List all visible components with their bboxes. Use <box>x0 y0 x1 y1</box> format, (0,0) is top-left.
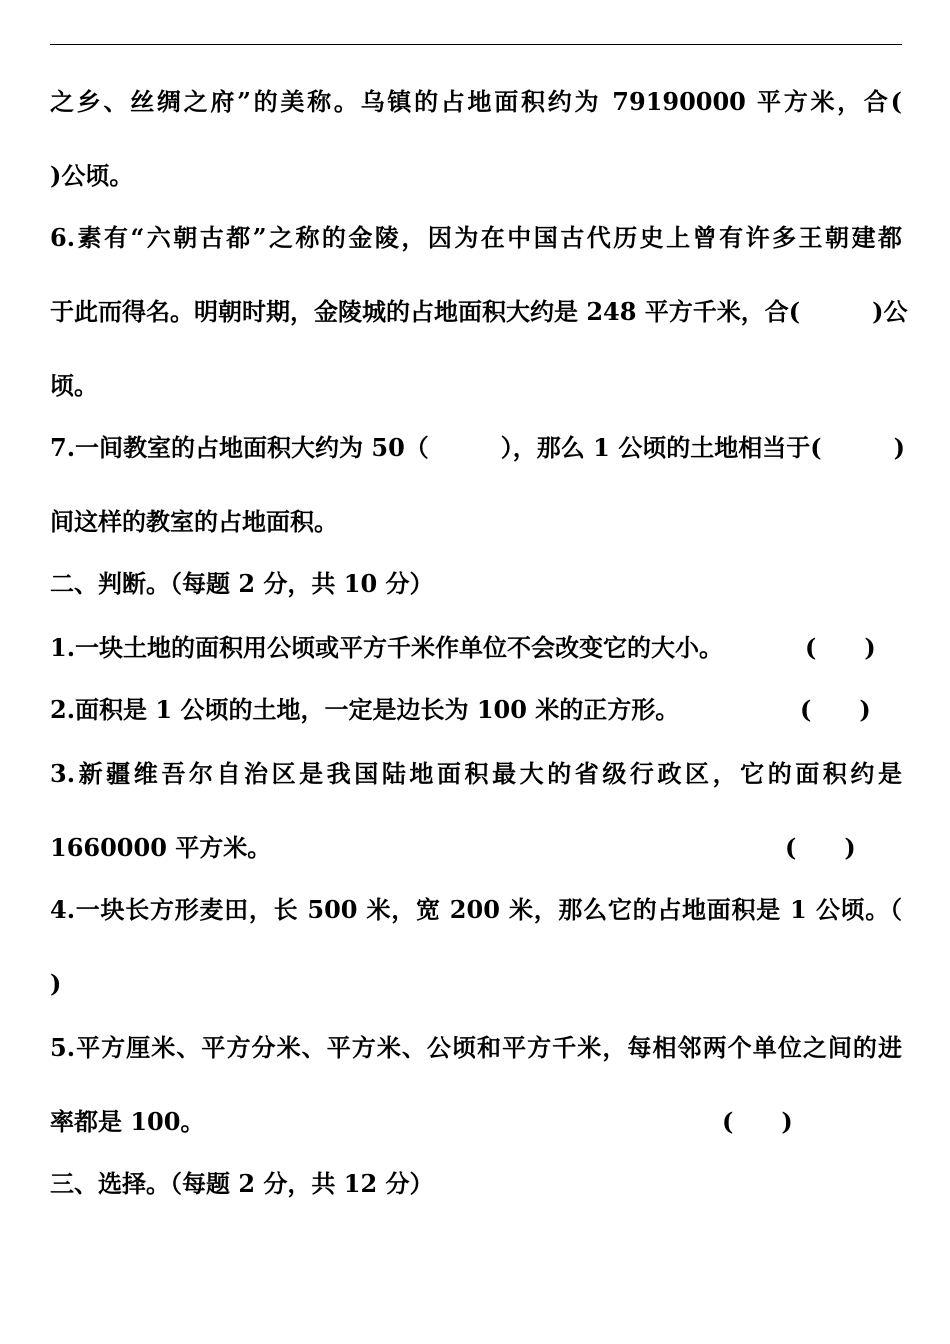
judge-3-line-1: 3.新疆维吾尔自治区是我国陆地面积最大的省级行政区，它的面积约是 <box>50 759 902 788</box>
judge-4-line-2: ) <box>50 969 62 998</box>
judge-2-text: 2.面积是 1 公顷的土地，一定是边长为 100 米的正方形。 <box>50 695 680 724</box>
judge-5-line-2: 率都是 100。 <box>50 1107 205 1136</box>
question-7-line-1: 7.一间教室的占地面积大约为 50（ ），那么 1 公顷的土地相当于( ) <box>50 433 905 462</box>
judge-5-answer-bracket[interactable]: ( ) <box>722 1107 793 1136</box>
judge-3-line-2: 1660000 平方米。 <box>50 833 272 862</box>
judge-1-answer-bracket[interactable]: ( ) <box>805 633 876 662</box>
section-3-heading: 三、选择。（每题 2 分，共 12 分） <box>50 1169 434 1198</box>
question-6-line-1: 6.素有“六朝古都”之称的金陵，因为在中国古代历史上曾有许多王朝建都 <box>50 223 902 252</box>
judge-1-text: 1.一块土地的面积用公顷或平方千米作单位不会改变它的大小。 <box>50 633 724 662</box>
section-2-heading: 二、判断。（每题 2 分，共 10 分） <box>50 569 434 598</box>
judge-2-answer-bracket[interactable]: ( ) <box>800 695 871 724</box>
question-6-line-2: 于此而得名。明朝时期，金陵城的占地面积大约是 248 平方千米，合( )公 <box>50 297 908 326</box>
text-line-1: 之乡、丝绸之府”的美称。乌镇的占地面积约为 79190000 平方米，合( <box>50 87 902 116</box>
judge-3-answer-bracket[interactable]: ( ) <box>785 833 856 862</box>
top-divider <box>50 44 902 45</box>
judge-5-line-1: 5.平方厘米、平方分米、平方米、公顷和平方千米，每相邻两个单位之间的进 <box>50 1033 902 1062</box>
question-7-line-2: 间这样的教室的占地面积。 <box>50 507 338 536</box>
judge-4-line-1: 4.一块长方形麦田，长 500 米，宽 200 米，那么它的占地面积是 1 公顷。（ <box>50 895 902 924</box>
question-6-line-3: 顷。 <box>50 371 98 400</box>
text-line-2: )公顷。 <box>50 161 134 190</box>
